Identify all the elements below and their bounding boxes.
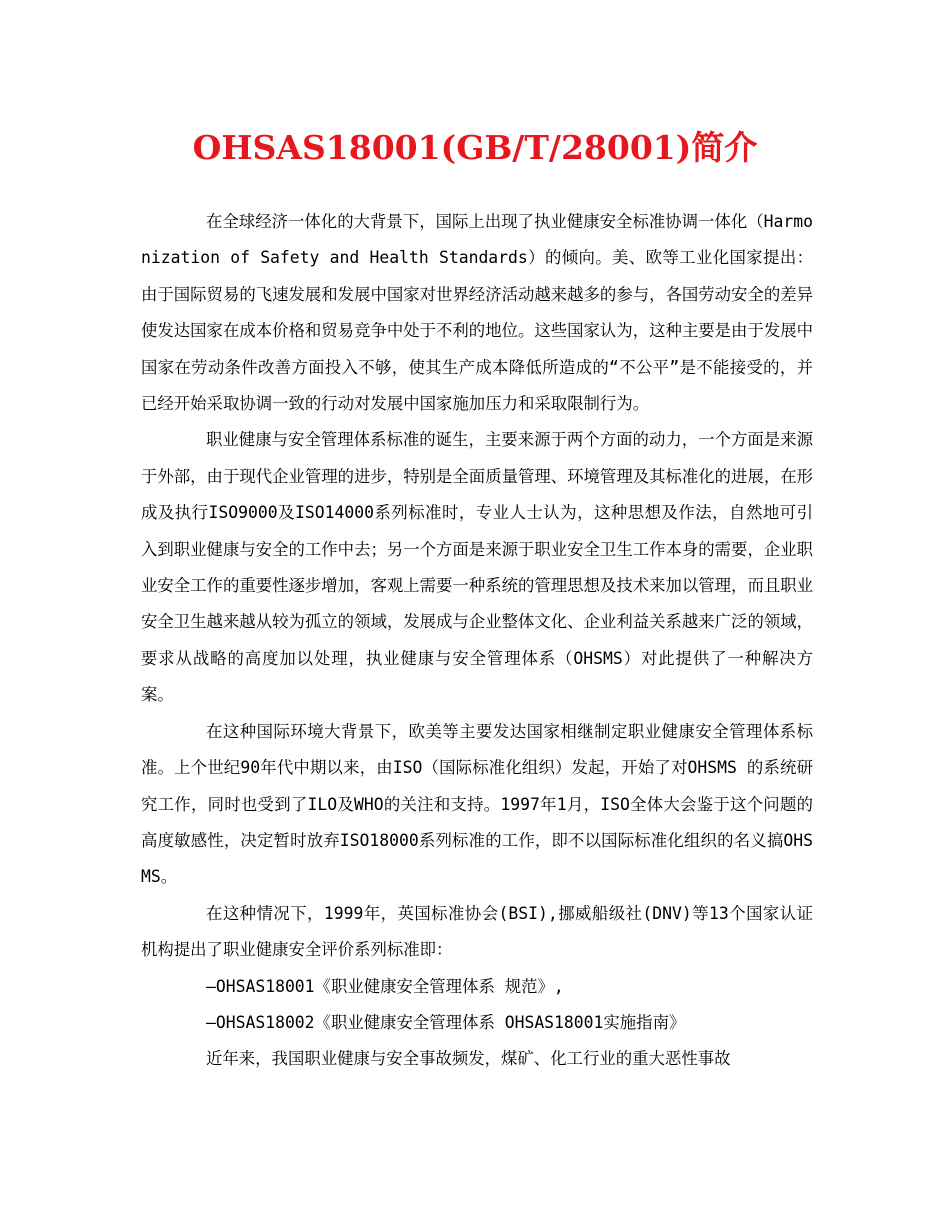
document-title: OHSAS18001(GB/T/28001)简介 [192,128,758,167]
document-body [141,204,813,1078]
paragraph-2: 职业健康与安全管理体系标准的诞生，主要来源于两个方面的动力，一个方面是来源于外部，由于现代企业管理的进步，特别是全面质量管理、环境管理及其标准化的进展，在形成及执行ISO9000及ISO14000系列标准时，专业人士认为，这种思想及作法，自然地可引入到职业健康与安全的工作中去；另一个方面是来源于职业安全卫生工作本身的需要，企业职业安全工作的重要性逐步增加，客观上需要一种系统的管理思想及技术来加以管理，而且职业安全卫生越来越从较为孤立的领域，发展成与企业整体文化、企业利益关系越来广泛的领域，要求从战略的高度加以处理，执业健康与安全管理体系（OHSMS）对此提供了一种解决方案。 [141,430,814,705]
paragraph-3: 在这种国际环境大背景下，欧美等主要发达国家相继制定职业健康安全管理体系标准。上个世纪90年代中期以来，由ISO（国际标准化组织）发起，开始了对OHSMS 的系统研究工作，同时也受到了ILO及WHO的关注和支持。1997年1月，ISO全体大会鉴于这个问题的高度敏感性，决定暂时放弃ISO18000系列标准的工作，即不以国际标准化组织的名义搞OHSMS。 [141,721,813,887]
paragraph-1: 在全球经济一体化的大背景下，国际上出现了执业健康安全标准协调一体化（Harmonization of Safety and Health Standards）的倾向。美、欧等工业化国家提出：由于国际贸易的飞速发展和发展中国家对世界经济活动越来越多的参与，各国劳动安全的差异使发达国家在成本价格和贸易竞争中处于不利的地位。这些国家认为，这种主要是由于发展中国家在劳动条件改善方面投入不够，使其生产成本降低所造成的“不公平”是不能接受的，并已经开始采取协调一致的行动对发展中国家施加压力和采取限制行为。 [141,212,814,414]
list-item: —OHSAS18002《职业健康安全管理体系 OHSAS18001实施指南》 [206,1012,686,1032]
paragraph-final: 近年来，我国职业健康与安全事故频发，煤矿、化工行业的重大恶性事故 [206,1049,731,1069]
paragraph-4: 在这种情况下，1999年，英国标准协会(BSI),挪威船级社(DNV)等13个国家认证机构提出了职业健康安全评价系列标准即： [141,903,813,960]
list-item: —OHSAS18001《职业健康安全管理体系 规范》, [206,976,564,996]
